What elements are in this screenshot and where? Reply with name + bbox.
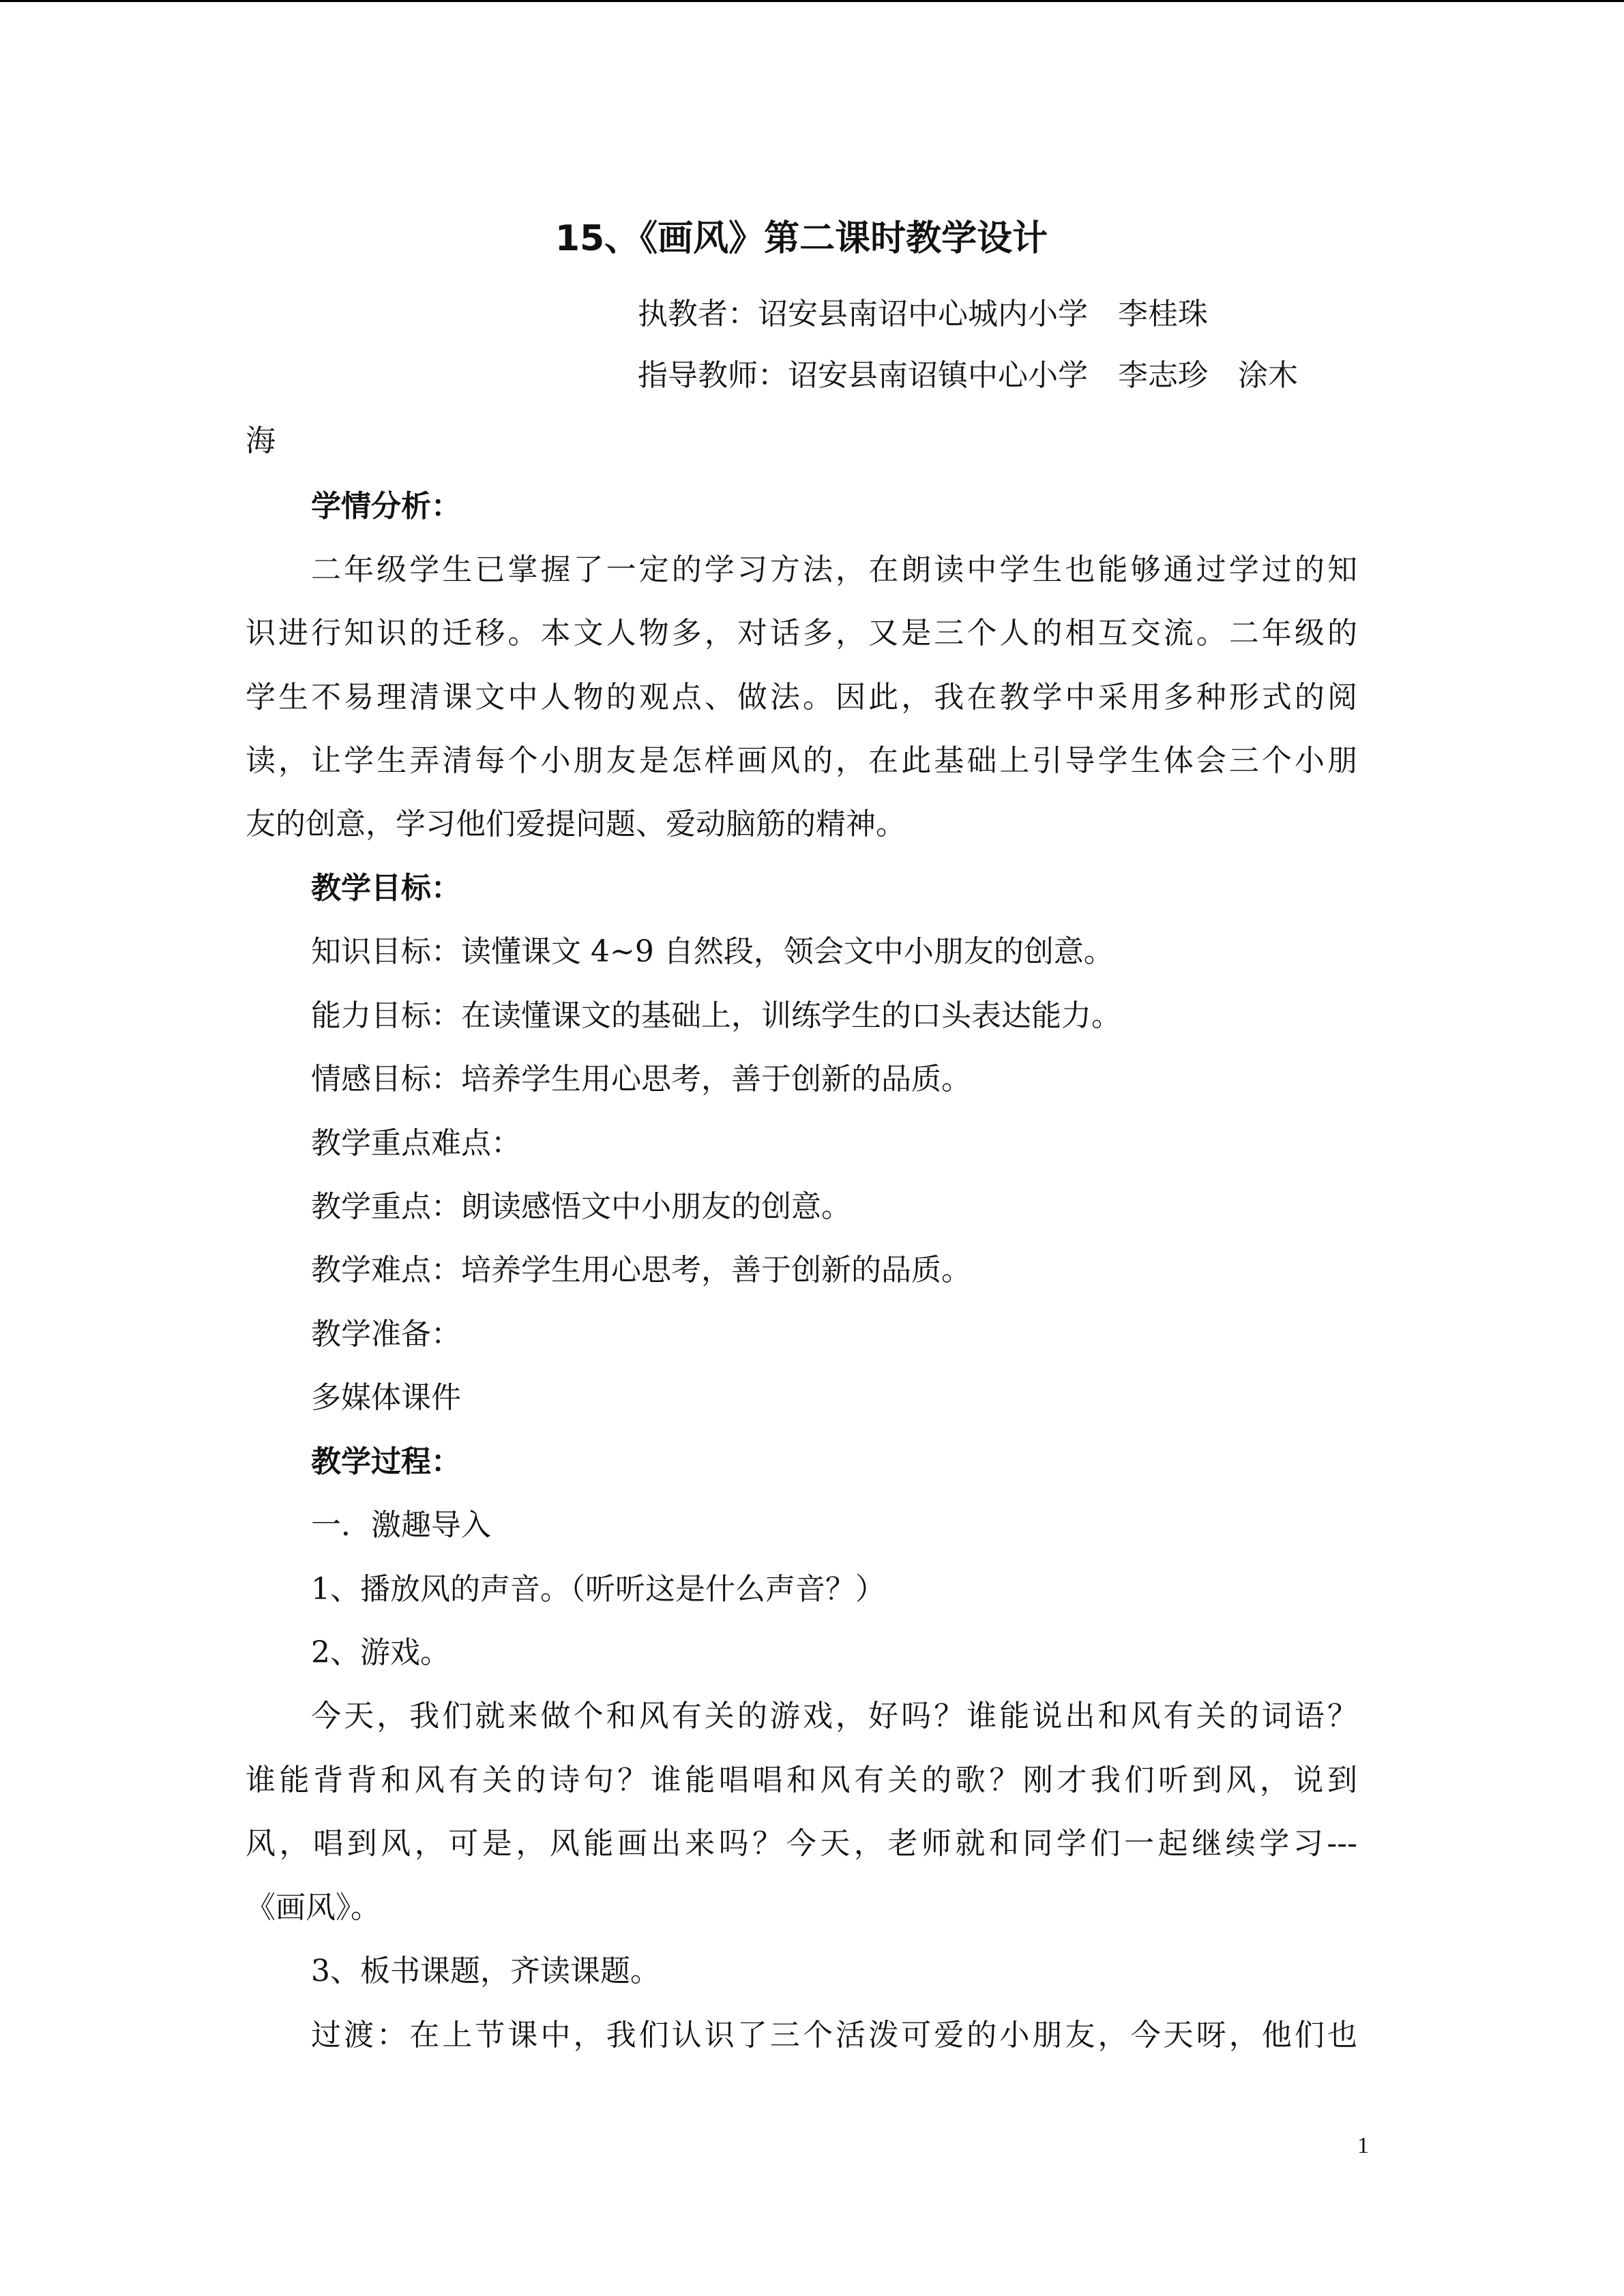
game-paragraph-line: 谁能背背和风有关的诗句？谁能唱唱和风有关的歌？刚才我们听到风，说到 <box>246 1763 1357 1798</box>
goal-emotion: 情感目标：培养学生用心思考，善于创新的品质。 <box>311 1062 971 1097</box>
process-heading: 教学过程： <box>311 1444 461 1479</box>
analysis-paragraph-line: 学生不易理清课文中人物的观点、做法。因此，我在教学中采用多种形式的阅 <box>246 680 1357 715</box>
game-paragraph-line: 风，唱到风，可是，风能画出来吗？今天，老师就和同学们一起继续学习--- <box>246 1826 1357 1861</box>
game-paragraph-line: 今天，我们就来做个和风有关的游戏，好吗？谁能说出和风有关的词语？ <box>311 1699 1357 1733</box>
advisor-line: 指导教师：诏安县南诏镇中心小学 李志珍 涂木 <box>638 358 1298 393</box>
key-point: 教学重点：朗读感悟文中小朋友的创意。 <box>311 1189 851 1224</box>
author-line: 执教者：诏安县南诏中心城内小学 李桂珠 <box>638 297 1208 331</box>
analysis-paragraph-line: 读，让学生弄清每个小朋友是怎样画风的，在此基础上引导学生体会三个小朋 <box>246 743 1357 778</box>
process-substep: 1、播放风的声音。（听听这是什么声音？） <box>311 1572 885 1607</box>
analysis-heading: 学情分析： <box>311 489 461 524</box>
page-number: 1 <box>1357 2133 1369 2158</box>
key-points-heading: 教学重点难点： <box>311 1126 521 1161</box>
preparation-item: 多媒体课件 <box>311 1380 461 1415</box>
analysis-paragraph-line: 识进行知识的迁移。本文人物多，对话多，又是三个人的相互交流。二年级的 <box>246 616 1357 651</box>
analysis-paragraph-line: 友的创意，学习他们爱提问题、爱动脑筋的精神。 <box>246 807 906 841</box>
transition-line: 过渡：在上节课中，我们认识了三个活泼可爱的小朋友，今天呀，他们也 <box>311 2018 1357 2053</box>
process-step: 一．激趣导入 <box>311 1508 491 1542</box>
goal-knowledge: 知识目标：读懂课文 4~9 自然段，领会文中小朋友的创意。 <box>311 934 1114 969</box>
difficult-point: 教学难点：培养学生用心思考，善于创新的品质。 <box>311 1253 971 1287</box>
top-border <box>0 0 1624 2</box>
process-substep: 2、游戏。 <box>311 1635 450 1670</box>
game-paragraph-line: 《画风》。 <box>246 1890 381 1925</box>
process-substep: 3、板书课题，齐读课题。 <box>311 1954 660 1988</box>
preparation-heading: 教学准备： <box>311 1317 461 1352</box>
advisor-line-continued: 海 <box>246 423 276 458</box>
goal-ability: 能力目标：在读懂课文的基础上，训练学生的口头表达能力。 <box>311 998 1121 1033</box>
analysis-paragraph-line: 二年级学生已掌握了一定的学习方法，在朗读中学生也能够通过学过的知 <box>311 552 1357 587</box>
document-title: 15、《画风》第二课时教学设计 <box>555 218 1048 259</box>
goals-heading: 教学目标： <box>311 871 461 906</box>
